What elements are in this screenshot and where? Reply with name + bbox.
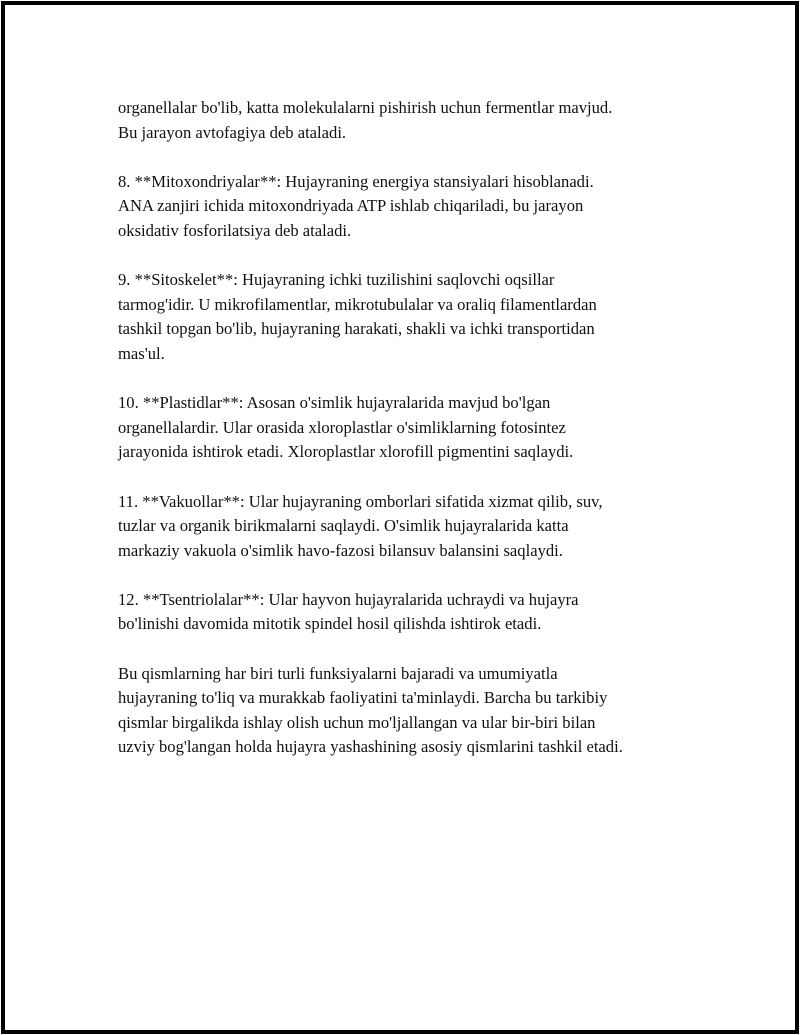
text-line: 12. **Tsentriolalar**: Ular hayvon hujayralarida uchraydi va hujayra	[118, 589, 579, 609]
paragraph-autophagy	[118, 96, 698, 145]
paragraph-mitochondria	[118, 170, 698, 244]
text-line: tarmog'idir. U mikrofilamentlar, mikrotubulalar va oraliq filamentlardan	[118, 294, 597, 314]
text-line: ANA zanjiri ichida mitoxondriyada ATP ishlab chiqariladi, bu jarayon	[118, 196, 584, 216]
text-line: tuzlar va organik birikmalarni saqlaydi. O'simlik hujayralarida katta	[118, 516, 569, 536]
text-line: 11. **Vakuollar**: Ular hujayraning omborlari sifatida xizmat qilib, suv,	[118, 491, 603, 511]
text-line: uzviy bog'langan holda hujayra yashashining asosiy qismlarini tashkil etadi.	[118, 737, 623, 757]
paragraph-cytoskeleton	[118, 268, 698, 366]
text-line: markaziy vakuola o'simlik havo-fazosi bilansuv balansini saqlaydi.	[118, 540, 563, 560]
text-line: 10. **Plastidlar**: Asosan o'simlik hujayralarida mavjud bo'lgan	[118, 393, 551, 413]
text-line: mas'ul.	[118, 343, 165, 363]
text-line: organellalardir. Ular orasida xloroplastlar o'simliklarning fotosintez	[118, 417, 566, 437]
paragraph-centrioles	[118, 588, 698, 637]
document-page	[1, 1, 799, 1034]
document-body	[118, 96, 698, 785]
paragraph-conclusion	[118, 662, 698, 760]
text-line: Bu jarayon avtofagiya deb ataladi.	[118, 122, 347, 142]
text-line: oksidativ fosforilatsiya deb ataladi.	[118, 220, 352, 240]
text-line: bo'linishi davomida mitotik spindel hosil qilishda ishtirok etadi.	[118, 614, 542, 634]
paragraph-plastids	[118, 391, 698, 465]
text-line: organellalar bo'lib, katta molekulalarni pishirish uchun fermentlar mavjud.	[118, 98, 613, 117]
text-line: qismlar birgalikda ishlay olish uchun mo'ljallangan va ular bir-biri bilan	[118, 712, 596, 732]
text-line: 8. **Mitoxondriyalar**: Hujayraning energiya stansiyalari hisoblanadi.	[118, 171, 594, 191]
text-line: Bu qismlarning har biri turli funksiyalarni bajaradi va umumiyatla	[118, 663, 558, 683]
text-line: tashkil topgan bo'lib, hujayraning harakati, shakli va ichki transportidan	[118, 319, 595, 339]
text-line: jarayonida ishtirok etadi. Xloroplastlar xlorofill pigmentini saqlaydi.	[118, 442, 574, 462]
text-line: hujayraning to'liq va murakkab faoliyatini ta'minlaydi. Barcha bu tarkibiy	[118, 688, 608, 708]
paragraph-vacuoles	[118, 490, 698, 564]
text-line: 9. **Sitoskelet**: Hujayraning ichki tuzilishini saqlovchi oqsillar	[118, 270, 555, 290]
